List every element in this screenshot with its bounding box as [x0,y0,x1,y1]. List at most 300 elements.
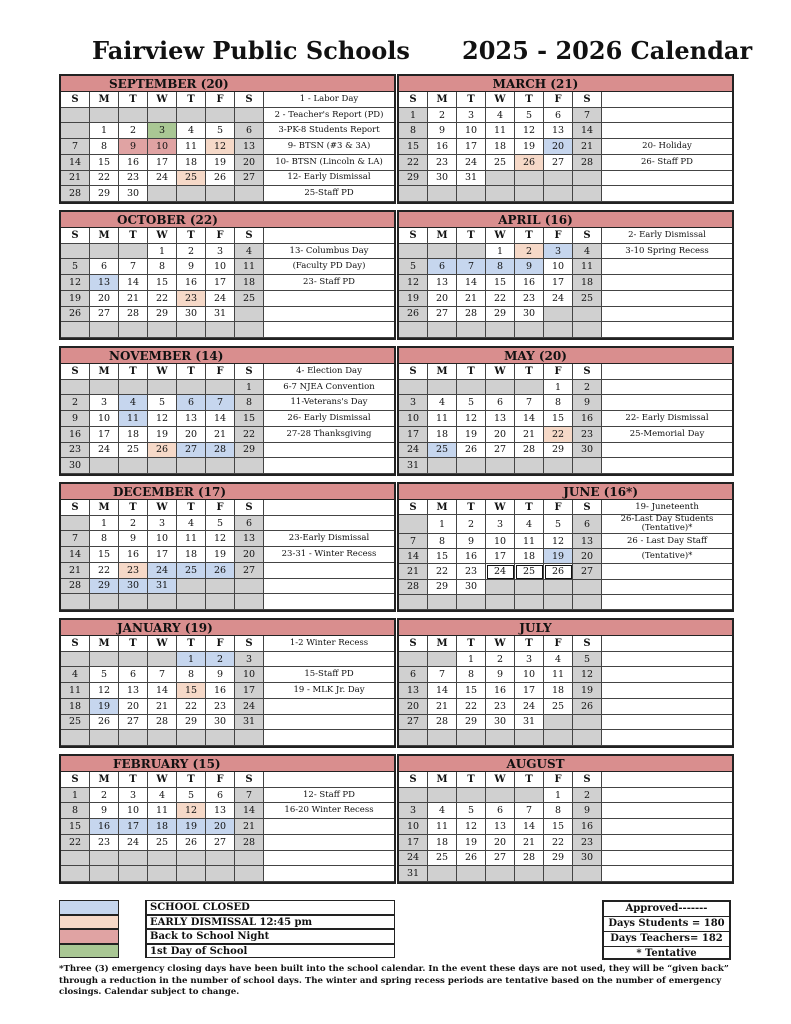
day-cell: 8 [90,531,119,547]
day-cell: 21 [457,291,486,307]
empty-day-cell [90,380,119,396]
month-header [399,756,732,772]
empty-day-cell [515,866,544,882]
day-cell: 5 [573,652,602,668]
weekday-header: S [573,636,602,652]
note-cell [602,788,732,804]
empty-day-cell [515,171,544,187]
note-cell [264,307,394,323]
day-cell: 21 [235,819,264,835]
weekday-header: T [177,92,206,108]
empty-day-cell [399,788,428,804]
day-cell: 5 [90,667,119,683]
day-cell: 20 [544,139,573,155]
legend-label: 1st Day of School [145,944,395,959]
empty-day-cell [515,380,544,396]
day-cell: 10 [119,803,148,819]
day-cell: 28 [119,307,148,323]
day-cell: 25 [177,171,206,187]
day-cell: 18 [544,683,573,699]
weekday-header: T [515,228,544,244]
note-cell [264,772,394,788]
day-cell: 1 [177,652,206,668]
weekday-header: T [515,92,544,108]
month-header [399,76,732,92]
note-cell: 22- Early Dismissal [602,411,732,427]
legend-item-early [59,915,395,930]
day-cell: 6 [544,108,573,124]
day-cell: 28 [61,579,90,595]
day-cell: 29 [90,579,119,595]
day-cell: 5 [515,108,544,124]
day-cell: 23 [515,291,544,307]
empty-day-cell [457,788,486,804]
day-cell: 25 [148,835,177,851]
month-grid [61,500,394,610]
empty-day-cell [206,322,235,338]
day-cell: 1 [148,244,177,260]
day-cell: 27 [235,563,264,579]
month-grid [399,500,732,610]
day-cell: 19 [457,427,486,443]
day-cell: 26 [177,835,206,851]
note-cell: 11-Veterans's Day [264,395,394,411]
empty-day-cell [119,108,148,124]
day-cell: 30 [61,458,90,474]
month-title: JUNE (16*) [563,485,638,499]
weekday-header: T [177,772,206,788]
weekday-header: T [119,364,148,380]
empty-day-cell [119,322,148,338]
day-cell: 20 [177,427,206,443]
day-cell: 24 [148,563,177,579]
weekday-header: S [573,772,602,788]
empty-day-cell [399,595,428,610]
note-cell [602,564,732,579]
day-cell: 27 [235,171,264,187]
empty-day-cell [428,244,457,260]
day-cell: 7 [428,667,457,683]
day-cell: 22 [457,699,486,715]
note-cell: 26 - Last Day Staff [602,534,732,549]
weekday-header: T [457,92,486,108]
day-cell: 9 [515,259,544,275]
day-cell: 14 [61,547,90,563]
note-cell [264,652,394,668]
weekday-header: T [457,228,486,244]
weekday-header: M [90,228,119,244]
day-cell: 20 [206,819,235,835]
day-cell: 26 [457,443,486,459]
day-cell: 17 [90,427,119,443]
day-cell: 12 [399,275,428,291]
empty-day-cell [399,652,428,668]
day-cell: 14 [61,155,90,171]
day-cell: 4 [61,667,90,683]
month-grid [61,92,394,202]
day-cell: 19 [515,139,544,155]
tentative-note: * Tentative [636,948,697,959]
weekday-header: W [486,92,515,108]
day-cell: 30 [457,580,486,595]
empty-day-cell [206,458,235,474]
month-header [61,348,394,364]
weekday-header: W [148,228,177,244]
day-cell: 18 [573,275,602,291]
month-dec [59,482,396,612]
day-cell: 2 [428,108,457,124]
day-cell: 18 [61,699,90,715]
empty-day-cell [457,730,486,746]
day-cell: 4 [148,788,177,804]
note-cell [602,171,732,187]
empty-day-cell [148,380,177,396]
day-cell: 17 [399,427,428,443]
month-header [399,212,732,228]
empty-day-cell [61,322,90,338]
day-cell: 29 [399,171,428,187]
legend-item-first-day [59,944,395,959]
day-cell: 13 [486,819,515,835]
day-cell: 31 [457,171,486,187]
note-cell: 2- Early Dismissal [602,228,732,244]
day-cell: 4 [177,123,206,139]
legend [59,900,395,960]
day-cell: 9 [119,531,148,547]
empty-day-cell [486,595,515,610]
day-cell: 7 [515,803,544,819]
note-cell [602,580,732,595]
day-cell: 13 [90,275,119,291]
note-cell [602,186,732,202]
day-cell: 16 [61,427,90,443]
empty-day-cell [148,594,177,610]
empty-day-cell [486,458,515,474]
day-cell: 8 [399,123,428,139]
day-cell: 4 [428,395,457,411]
legend-swatch [59,915,119,930]
day-cell: 7 [61,139,90,155]
day-cell: 23 [119,563,148,579]
legend-label: Back to School Night [145,929,395,944]
day-cell: 20 [486,427,515,443]
month-aug [397,754,734,884]
note-cell [602,443,732,459]
day-cell: 28 [457,307,486,323]
note-cell: 16-20 Winter Recess [264,803,394,819]
empty-day-cell [235,594,264,610]
day-cell: 19 [457,835,486,851]
day-cell: 30 [119,186,148,202]
day-cell: 29 [428,580,457,595]
day-cell: 25 [177,563,206,579]
weekday-header: F [544,772,573,788]
day-cell: 21 [61,563,90,579]
day-cell: 10 [148,531,177,547]
note-cell [602,803,732,819]
empty-day-cell [119,380,148,396]
day-cell: 26 [90,715,119,731]
weekday-header: T [177,364,206,380]
day-cell: 4 [544,652,573,668]
weekday-header: T [515,636,544,652]
day-cell: 13 [428,275,457,291]
day-cell: 22 [90,563,119,579]
day-cell: 27 [399,715,428,731]
day-cell: 23 [177,291,206,307]
day-cell: 2 [119,123,148,139]
day-cell: 7 [61,531,90,547]
month-grid [399,772,732,882]
note-cell: 25-Memorial Day [602,427,732,443]
day-cell: 23 [428,155,457,171]
month-header [61,76,394,92]
empty-day-cell [457,380,486,396]
day-cell: 15 [61,819,90,835]
weekday-header: T [119,92,148,108]
day-cell: 12 [177,803,206,819]
weekday-header: W [486,772,515,788]
day-cell: 11 [148,803,177,819]
empty-day-cell [235,851,264,867]
day-cell: 26 [573,699,602,715]
empty-day-cell [206,594,235,610]
note-cell: 15-Staff PD [264,667,394,683]
weekday-header: S [235,636,264,652]
day-cell: 31 [399,866,428,882]
weekday-header: S [61,772,90,788]
weekday-header: S [235,228,264,244]
empty-day-cell [148,851,177,867]
note-cell: 4- Election Day [264,364,394,380]
day-cell: 10 [206,259,235,275]
day-cell: 24 [235,699,264,715]
weekday-header: T [515,772,544,788]
day-cell: 15 [486,275,515,291]
empty-day-cell [206,866,235,882]
empty-day-cell [457,458,486,474]
empty-day-cell [428,652,457,668]
day-cell: 25 [235,291,264,307]
day-cell: 4 [573,244,602,260]
approval-box [602,900,731,960]
weekday-header: M [90,364,119,380]
empty-day-cell [61,380,90,396]
day-cell: 14 [148,683,177,699]
month-apr [397,210,734,340]
empty-day-cell [573,580,602,595]
day-cell: 4 [177,516,206,532]
weekday-header: T [457,636,486,652]
day-cell: 26 [206,563,235,579]
day-cell: 5 [399,259,428,275]
month-feb [59,754,396,884]
note-cell: (Faculty PD Day) [264,259,394,275]
day-cell: 6 [177,395,206,411]
month-grid [61,228,394,338]
empty-day-cell [119,594,148,610]
day-cell: 3 [119,788,148,804]
day-cell: 30 [515,307,544,323]
weekday-header: T [457,364,486,380]
day-cell: 22 [486,291,515,307]
weekday-header: M [90,772,119,788]
day-cell: 24 [399,443,428,459]
month-header [61,620,394,636]
day-cell: 22 [177,699,206,715]
month-grid [61,636,394,746]
empty-day-cell [177,730,206,746]
weekday-header: T [177,228,206,244]
day-cell: 30 [486,715,515,731]
day-cell: 19 [90,699,119,715]
note-cell [264,322,394,338]
day-cell: 1 [457,652,486,668]
day-cell: 3 [235,652,264,668]
day-cell: 26 [148,443,177,459]
day-cell: 7 [119,259,148,275]
day-cell: 4 [486,108,515,124]
note-cell [602,364,732,380]
day-cell: 22 [90,171,119,187]
empty-day-cell [399,380,428,396]
empty-day-cell [428,186,457,202]
day-cell: 12 [544,534,573,549]
empty-day-cell [515,186,544,202]
note-cell [602,772,732,788]
empty-day-cell [399,730,428,746]
day-cell: 15 [544,819,573,835]
empty-day-cell [177,594,206,610]
day-cell: 23 [90,835,119,851]
weekday-header: S [235,772,264,788]
day-cell: 29 [177,715,206,731]
month-title: NOVEMBER (14) [109,349,224,363]
day-cell: 16 [119,547,148,563]
empty-day-cell [515,322,544,338]
day-cell: 5 [206,516,235,532]
note-cell [264,458,394,474]
empty-day-cell [486,322,515,338]
empty-day-cell [457,866,486,882]
day-cell: 12 [148,411,177,427]
day-cell: 8 [177,667,206,683]
weekday-header: S [399,772,428,788]
day-cell: 5 [61,259,90,275]
note-cell [264,563,394,579]
day-cell: 18 [177,155,206,171]
weekday-header: F [544,364,573,380]
day-cell: 18 [177,547,206,563]
day-cell: 12 [573,667,602,683]
day-cell: 8 [457,667,486,683]
empty-day-cell [90,322,119,338]
weekday-header: S [573,500,602,515]
day-cell: 23 [573,427,602,443]
day-cell: 23 [119,171,148,187]
month-header [61,756,394,772]
day-cell: 30 [119,579,148,595]
day-cell: 28 [399,580,428,595]
empty-day-cell [177,380,206,396]
day-cell: 27 [544,155,573,171]
day-cell: 30 [177,307,206,323]
month-title: FEBRUARY (15) [113,757,221,771]
day-cell: 11 [119,411,148,427]
note-cell [602,322,732,338]
day-cell: 25 [119,443,148,459]
day-cell: 27 [90,307,119,323]
empty-day-cell [90,244,119,260]
legend-item-closed [59,900,395,915]
day-cell: 16 [90,819,119,835]
weekday-header: M [90,500,119,516]
day-cell: 7 [235,788,264,804]
day-cell: 15 [399,139,428,155]
day-cell: 9 [119,139,148,155]
weekday-header: F [544,500,573,515]
day-cell: 20 [399,699,428,715]
day-cell: 29 [90,186,119,202]
day-cell: 11 [486,123,515,139]
weekday-header: T [119,500,148,516]
day-cell: 29 [544,851,573,867]
legend-label: SCHOOL CLOSED [145,900,395,915]
day-cell: 24 [544,291,573,307]
day-cell: 9 [486,667,515,683]
empty-day-cell [177,186,206,202]
day-cell: 10 [457,123,486,139]
day-cell: 16 [573,819,602,835]
page-title-right: 2025 - 2026 Calendar [462,36,753,65]
note-cell [602,715,732,731]
weekday-header: M [90,636,119,652]
note-cell: 19 - MLK Jr. Day [264,683,394,699]
day-cell: 15 [90,547,119,563]
day-cell: 13 [177,411,206,427]
day-cell: 6 [399,667,428,683]
day-cell: 16 [428,139,457,155]
empty-day-cell [90,730,119,746]
day-cell: 13 [206,803,235,819]
day-cell: 8 [235,395,264,411]
day-cell: 22 [544,835,573,851]
empty-day-cell [61,123,90,139]
day-cell: 14 [515,411,544,427]
empty-day-cell [544,322,573,338]
month-title: DECEMBER (17) [113,485,227,499]
weekday-header: S [573,228,602,244]
legend-swatch [59,944,119,959]
empty-day-cell [177,851,206,867]
weekday-header: M [428,92,457,108]
empty-day-cell [61,652,90,668]
empty-day-cell [544,458,573,474]
weekday-header: T [457,500,486,515]
empty-day-cell [486,866,515,882]
note-cell: 2 - Teacher's Report (PD) [264,108,394,124]
empty-day-cell [515,788,544,804]
day-cell: 31 [399,458,428,474]
weekday-header: M [90,92,119,108]
day-cell: 16 [486,683,515,699]
empty-day-cell [399,322,428,338]
day-cell: 24 [119,835,148,851]
weekday-header: M [428,636,457,652]
weekday-header: F [206,772,235,788]
day-cell: 27 [119,715,148,731]
note-cell [602,652,732,668]
